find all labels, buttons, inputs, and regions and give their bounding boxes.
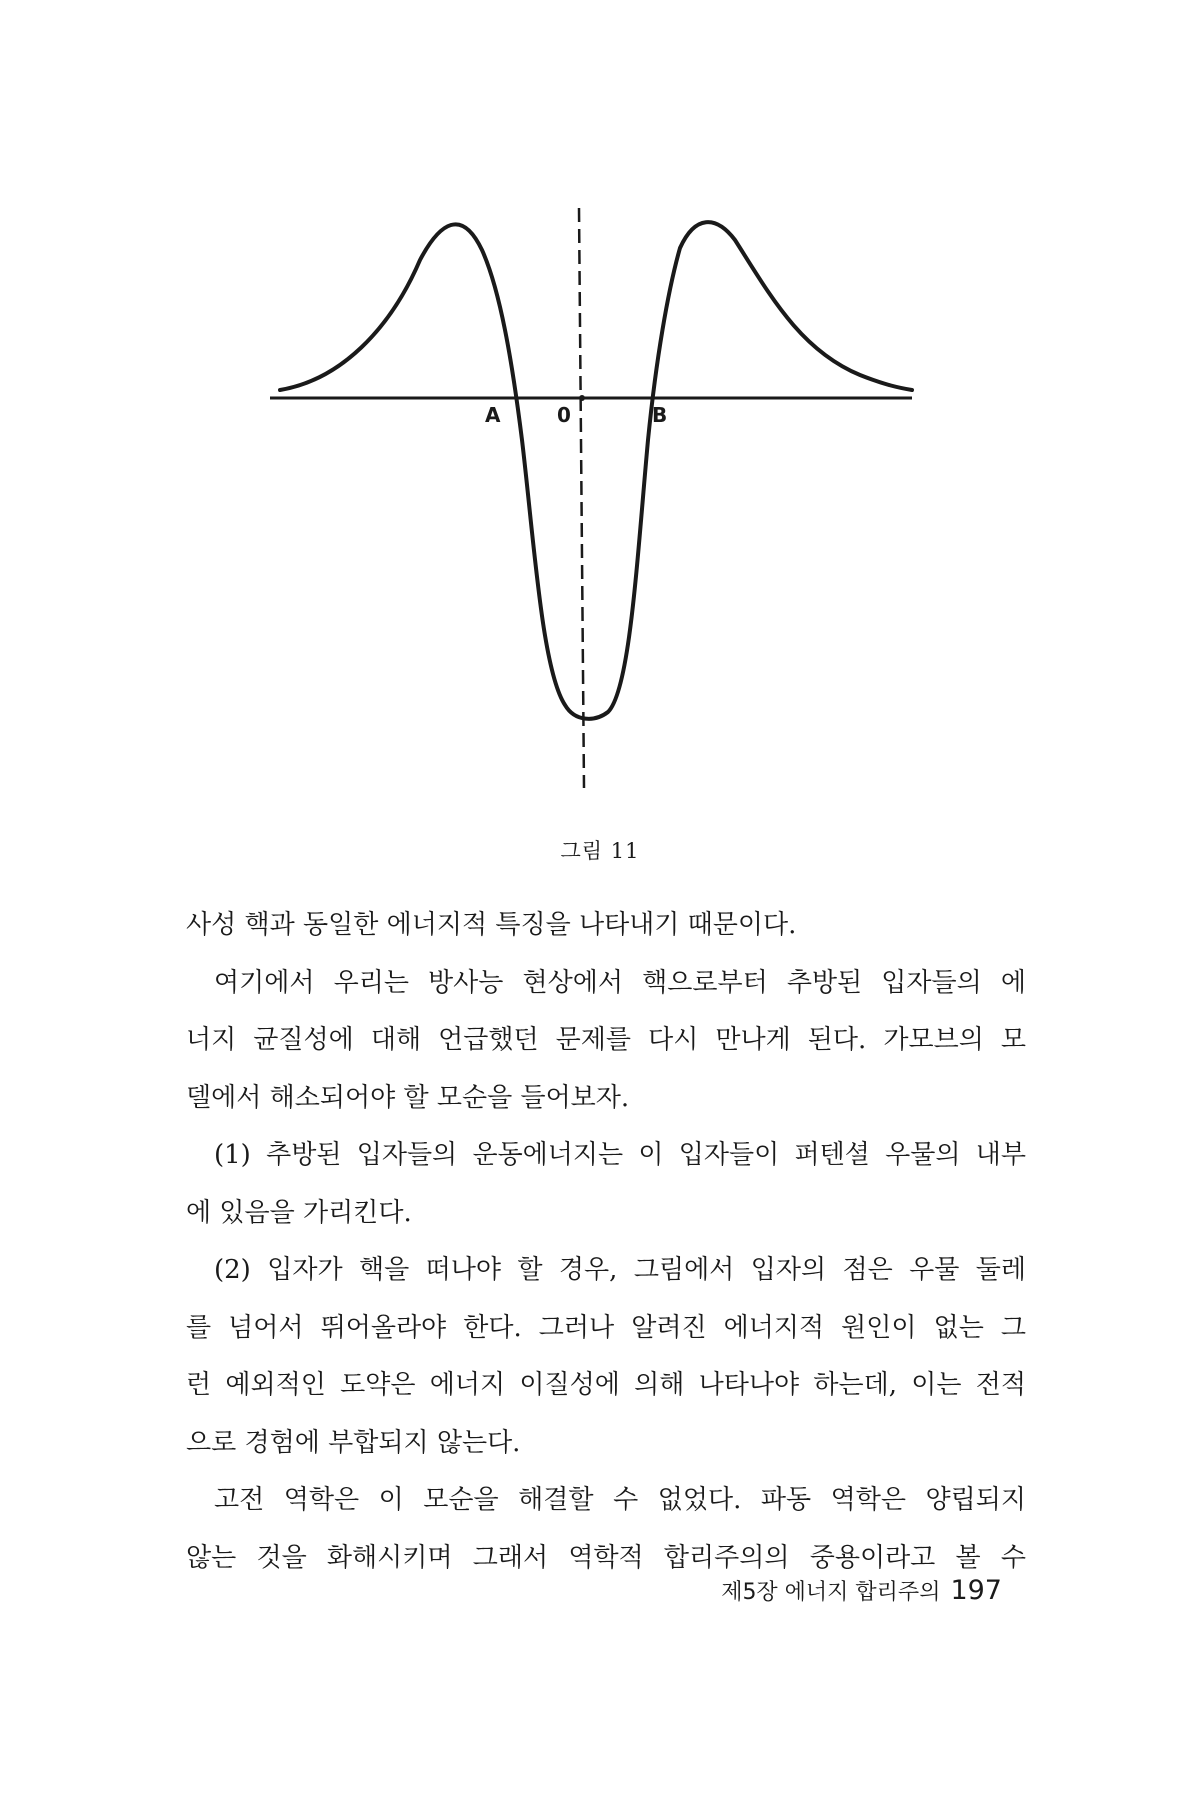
text-line: (1) 추방된 입자들의 운동에너지는 이 입자들이 퍼텐셜 우물의 내부 xyxy=(214,1140,1026,1170)
chapter-title: 제5장 에너지 합리주의 xyxy=(721,1580,941,1605)
text-line: 를 넘어서 뛰어올라야 한다. 그러나 알려진 에너지적 원인이 없는 그 xyxy=(186,1312,1026,1343)
text-line: 사성 핵과 동일한 에너지적 특징을 나타내기 때문이다. xyxy=(186,910,797,940)
text-line: (2) 입자가 핵을 떠나야 할 경우, 그림에서 입자의 점은 우물 둘레 xyxy=(214,1255,1026,1285)
text-line: 여기에서 우리는 방사능 현상에서 핵으로부터 추방된 입자들의 에 xyxy=(214,967,1026,998)
text-line: 고전 역학은 이 모순을 해결할 수 없었다. 파동 역학은 양립되지 xyxy=(214,1485,1026,1515)
text-line: 않는 것을 화해시키며 그래서 역학적 합리주의의 중용이라고 볼 수 xyxy=(186,1542,1026,1573)
figure-caption: 그림 11 xyxy=(560,839,640,863)
vertical-dashed-axis xyxy=(579,208,584,788)
point-o xyxy=(579,395,585,401)
text-line: 에 있음을 가리킨다. xyxy=(186,1197,412,1228)
text-line: 으로 경험에 부합되지 않는다. xyxy=(186,1427,521,1458)
page-footer xyxy=(721,1575,1002,1606)
text-line: 너지 균질성에 대해 언급했던 문제를 다시 만나게 된다. 가모브의 모 xyxy=(186,1025,1026,1055)
page-number: 197 xyxy=(950,1575,1002,1606)
label-a: A xyxy=(485,403,501,427)
label-o: 0 xyxy=(557,403,571,427)
text-line: 런 예외적인 도약은 에너지 이질성에 의해 나타나야 하는데, 이는 전적 xyxy=(186,1370,1026,1400)
potential-curve xyxy=(280,222,912,719)
potential-well-figure xyxy=(0,0,1200,820)
label-b: B xyxy=(652,403,668,427)
text-line: 델에서 해소되어야 할 모순을 들어보자. xyxy=(186,1082,630,1113)
body-text xyxy=(186,897,1026,1587)
